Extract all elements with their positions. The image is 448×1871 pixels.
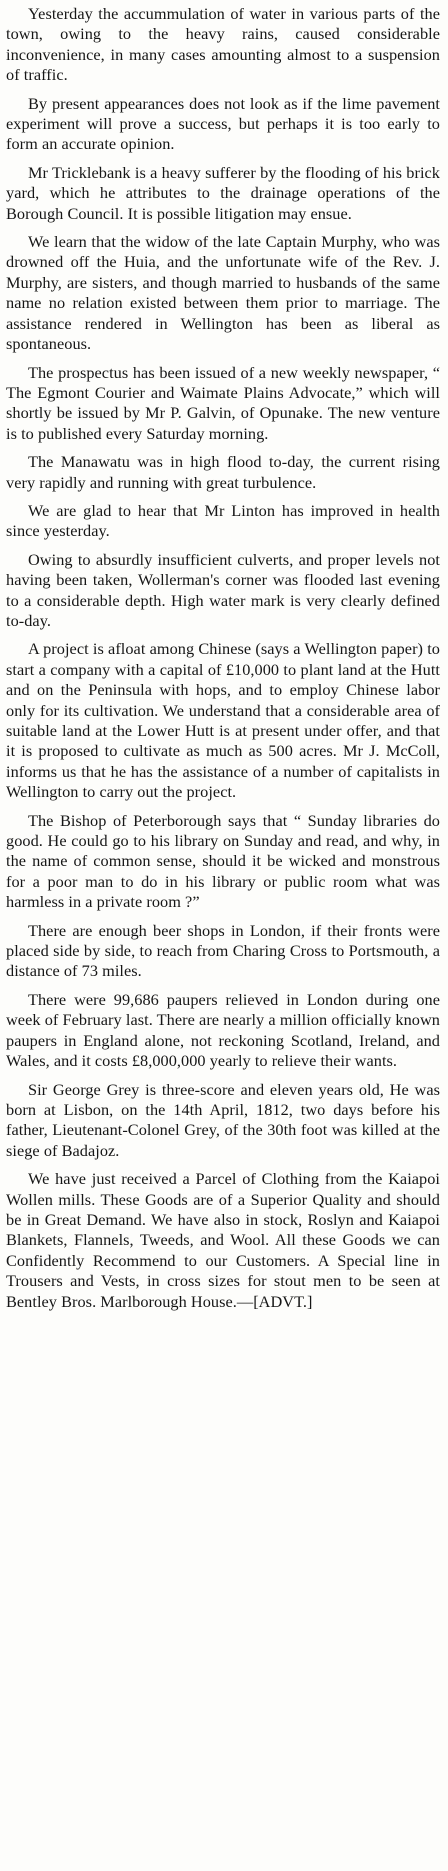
news-paragraph-murphy-sisters: We learn that the widow of the late Captain Murphy, who was drowned off the Huia, and the unfortunate wife of the Rev. J. Murphy, are sisters, and though married to husbands of the same name no relation existed between them prior to marriage. The assistance rendered in Wellington has been as liberal as spontaneous. [6, 232, 440, 354]
news-paragraph-linton-health: We are glad to hear that Mr Linton has improved in health since yesterday. [6, 500, 440, 541]
news-paragraph-sunday-libraries: The Bishop of Peterborough says that “ Sunday libraries do good. He could go to his library on Sunday and read, and why, in the name of common sense, should it be wicked and monstrous for a poor man to do in his library or public room what was harmless in a private room ?” [6, 810, 440, 912]
news-paragraph-wollermans-corner: Owing to absurdly insufficient culverts, and proper levels not having been taken, Wollerman's corner was flooded last evening to a considerable depth. High water mark is very clearly defined to-day. [6, 549, 440, 630]
news-paragraph-manawatu-flood: The Manawatu was in high flood to-day, the current rising very rapidly and running with great turbulence. [6, 452, 440, 492]
news-paragraph-tricklebank: Mr Tricklebank is a heavy sufferer by the flooding of his brick yard, which he attributes to the drainage operations of the Borough Council. It is possible litigation may ensue. [6, 162, 440, 223]
news-paragraph-egmont-courier: The prospectus has been issued of a new weekly newspaper, “ The Egmont Courier and Waimate Plains Advocate,” which will shortly be issued by Mr P. Galvin, of Opunake. The new venture is to published every Saturday morning. [6, 362, 440, 443]
news-paragraph-beer-shops: There are enough beer shops in London, if their fronts were placed side by side, to reach from Charing Cross to Portsmouth, a distance of 73 miles. [6, 920, 440, 981]
news-paragraph-lime-pavement: By present appearances does not look as if the lime pavement experiment will prove a success, but perhaps it is too early to form an accurate opinion. [6, 93, 440, 154]
news-paragraph-chinese-hops: A project is afloat among Chinese (says a Wellington paper) to start a company with a capital of £10,000 to plant land at the Hutt and on the Peninsula with hops, and to employ Chinese labor only for its cultivation. We understand that a considerable area of suitable land at the Lower Hutt is at present under offer, and that it is proposed to cultivate as much as 500 acres. Mr J. McColl, informs us that he has the assistance of a number of capitalists in Wellington to carry out the project. [6, 639, 440, 802]
news-paragraph-flood-traffic: Yesterday the accummulation of water in various parts of the town, owing to the heavy rains, caused considerable inconvenience, in many cases amounting almost to a suspension of traffic. [6, 4, 440, 85]
news-paragraph-london-paupers: There were 99,686 paupers relieved in London during one week of February last. There are nearly a million officially known paupers in England alone, not reckoning Scotland, Ireland, and Wales, and it costs £8,000,000 yearly to relieve their wants. [6, 989, 440, 1071]
advertisement-paragraph-bentley-bros: We have just received a Parcel of Clothing from the Kaiapoi Wollen mills. These Goods are of a Superior Quality and should be in Great Demand. We have also in stock, Roslyn and Kaiapoi Blankets, Flannels, Tweeds, and Wool. All these Goods we can Confidently Recommend to our Customers. A Special line in Trousers and Vests, in cross sizes for stout men to be seen at Bentley Bros. Marlborough House.—[ADVT.] [6, 1169, 440, 1311]
news-paragraph-george-grey: Sir George Grey is three-score and eleven years old, He was born at Lisbon, on the 14th April, 1812, two days before his father, Lieutenant-Colonel Grey, of the 30th foot was killed at the siege of Badajoz. [6, 1079, 440, 1160]
